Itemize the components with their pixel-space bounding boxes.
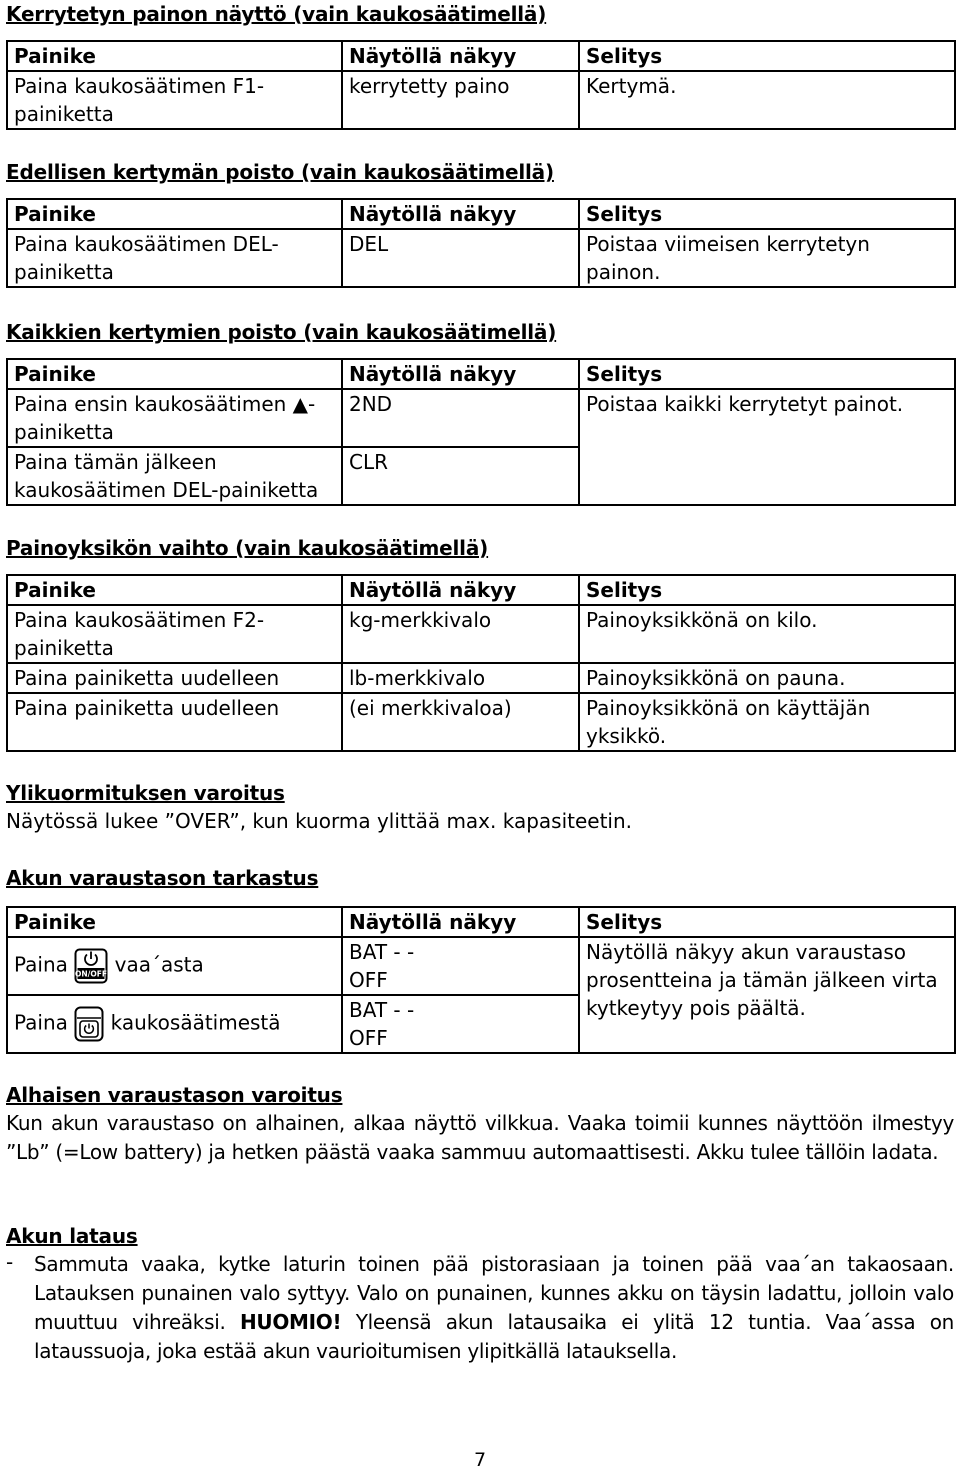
instruction-prefix: Paina (14, 952, 68, 977)
table-cell: kerrytetty paino (342, 71, 579, 129)
table-cell (342, 937, 579, 995)
column-header: Näytöllä näkyy (342, 359, 579, 389)
column-header: Painike (7, 575, 342, 605)
section-title: Akun varaustason tarkastus (6, 866, 319, 890)
section-title: Edellisen kertymän poisto (vain kaukosäätimellä) (6, 160, 554, 184)
table-cell: Painoyksikkönä on käyttäjän yksikkö. (579, 693, 955, 751)
instruction-prefix: Paina (14, 1010, 68, 1035)
section-title: Painoyksikön vaihto (vain kaukosäätimellä) (6, 536, 489, 560)
column-header: Näytöllä näkyy (342, 199, 579, 229)
instruction-suffix: kaukosäätimestä (110, 1010, 281, 1035)
section-title: Ylikuormituksen varoitus (6, 781, 285, 805)
column-header: Näytöllä näkyy (342, 575, 579, 605)
section-title: Kerrytetyn painon näyttö (vain kaukosäätimellä) (6, 2, 547, 26)
table-cell: Paina kaukosäätimen F2-painiketta (7, 605, 342, 663)
table-row (7, 663, 955, 693)
table-cell: CLR (342, 447, 579, 505)
table-row (7, 937, 955, 995)
table-cell: Paina tämän jälkeen kaukosäätimen DEL-painiketta (7, 447, 342, 505)
column-header: Painike (7, 199, 342, 229)
table-cell: 2ND (342, 389, 579, 447)
table-cell: (ei merkkivaloa) (342, 693, 579, 751)
section-delete-all (6, 318, 954, 506)
column-header: Selitys (579, 575, 955, 605)
svg-text:ON/OFF: ON/OFF (75, 969, 108, 979)
on-off-button-icon (74, 948, 108, 984)
paragraph: Näytössä lukee ”OVER”, kun kuorma ylittää max. kapasiteetin. (6, 809, 633, 833)
table-cell: kg-merkkivalo (342, 605, 579, 663)
paragraph (34, 1250, 954, 1366)
table-row (7, 605, 955, 663)
table-cell: Paina kaukosäätimen DEL-painiketta (7, 229, 342, 287)
table-header-row (7, 359, 955, 389)
column-header: Selitys (579, 359, 955, 389)
table-cell: Poistaa kaikki kerrytetyt painot. (579, 389, 955, 505)
table-cell: Kertymä. (579, 71, 955, 129)
remote-power-button-icon (74, 1006, 104, 1042)
list-item (6, 1250, 954, 1366)
unit-change-table (6, 574, 956, 752)
table-header-row (7, 199, 955, 229)
accumulated-weight-table (6, 40, 956, 130)
list-dash: - (6, 1250, 14, 1274)
column-header: Painike (7, 41, 342, 71)
delete-last-table (6, 198, 956, 288)
table-cell (7, 937, 342, 995)
section-unit-change (6, 534, 954, 752)
text-part: Yleensä akun latausaika ei ylitä 12 tuntia. Vaa´assa on lataussuoja, joka estää akun vaurioitumisen ylipitkällä latauksella. (34, 1310, 955, 1363)
section-battery-charging (6, 1222, 954, 1366)
section-title: Alhaisen varaustason varoitus (6, 1083, 343, 1107)
table-cell: Paina ensin kaukosäätimen ▲-painiketta (7, 389, 342, 447)
page-number: 7 (473, 1449, 487, 1471)
section-title: Kaikkien kertymien poisto (vain kaukosäätimellä) (6, 320, 557, 344)
display-line: OFF (349, 968, 388, 992)
display-line: OFF (349, 1026, 388, 1050)
column-header: Selitys (579, 199, 955, 229)
battery-check-table (6, 906, 956, 1054)
table-cell: Paina painiketta uudelleen (7, 663, 342, 693)
section-title: Akun lataus (6, 1224, 138, 1248)
table-cell (7, 995, 342, 1053)
table-cell: lb-merkkivalo (342, 663, 579, 693)
emphasis: HUOMIO! (239, 1310, 342, 1334)
table-cell: Paina kaukosäätimen F1-painiketta (7, 71, 342, 129)
table-header-row (7, 907, 955, 937)
table-cell: Painoyksikkönä on pauna. (579, 663, 955, 693)
table-cell: Painoyksikkönä on kilo. (579, 605, 955, 663)
column-header: Selitys (579, 41, 955, 71)
display-line: BAT - - (349, 940, 415, 964)
column-header: Painike (7, 359, 342, 389)
section-overload-warning (6, 779, 954, 836)
paragraph: Kun akun varaustaso on alhainen, alkaa näyttö vilkkua. Vaaka toimii kunnes näyttöön ilmestyy ”Lb” (=Low battery) ja hetken päästä vaaka sammuu automaattisesti. Akku tulee tällöin ladata. (6, 1111, 954, 1164)
delete-all-table (6, 358, 956, 506)
table-header-row (7, 575, 955, 605)
table-row (7, 389, 955, 447)
table-row (7, 71, 955, 129)
instruction-suffix: vaa´asta (114, 952, 204, 977)
table-cell (342, 995, 579, 1053)
section-delete-last (6, 158, 954, 288)
column-header: Selitys (579, 907, 955, 937)
table-cell: Näytöllä näkyy akun varaustaso prosentteina ja tämän jälkeen virta kytkeytyy pois päältä. (579, 937, 955, 1053)
display-line: BAT - - (349, 998, 415, 1022)
section-low-battery-warning (6, 1081, 954, 1167)
section-accumulated-weight (6, 0, 954, 130)
column-header: Painike (7, 907, 342, 937)
column-header: Näytöllä näkyy (342, 907, 579, 937)
table-cell: DEL (342, 229, 579, 287)
table-cell: Paina painiketta uudelleen (7, 693, 342, 751)
table-row (7, 693, 955, 751)
text-part: Sammuta vaaka, kytke laturin toinen pää pistorasiaan ja toinen pää vaa´an takaosaan. Latauksen punainen valo syttyy. Valo on punainen, kunnes akku on täysin ladattu, jolloin valo muuttuu vihreäksi. (34, 1252, 954, 1334)
table-cell: Poistaa viimeisen kerrytetyn painon. (579, 229, 955, 287)
column-header: Näytöllä näkyy (342, 41, 579, 71)
table-row (7, 229, 955, 287)
section-battery-check (6, 864, 954, 1054)
table-header-row (7, 41, 955, 71)
